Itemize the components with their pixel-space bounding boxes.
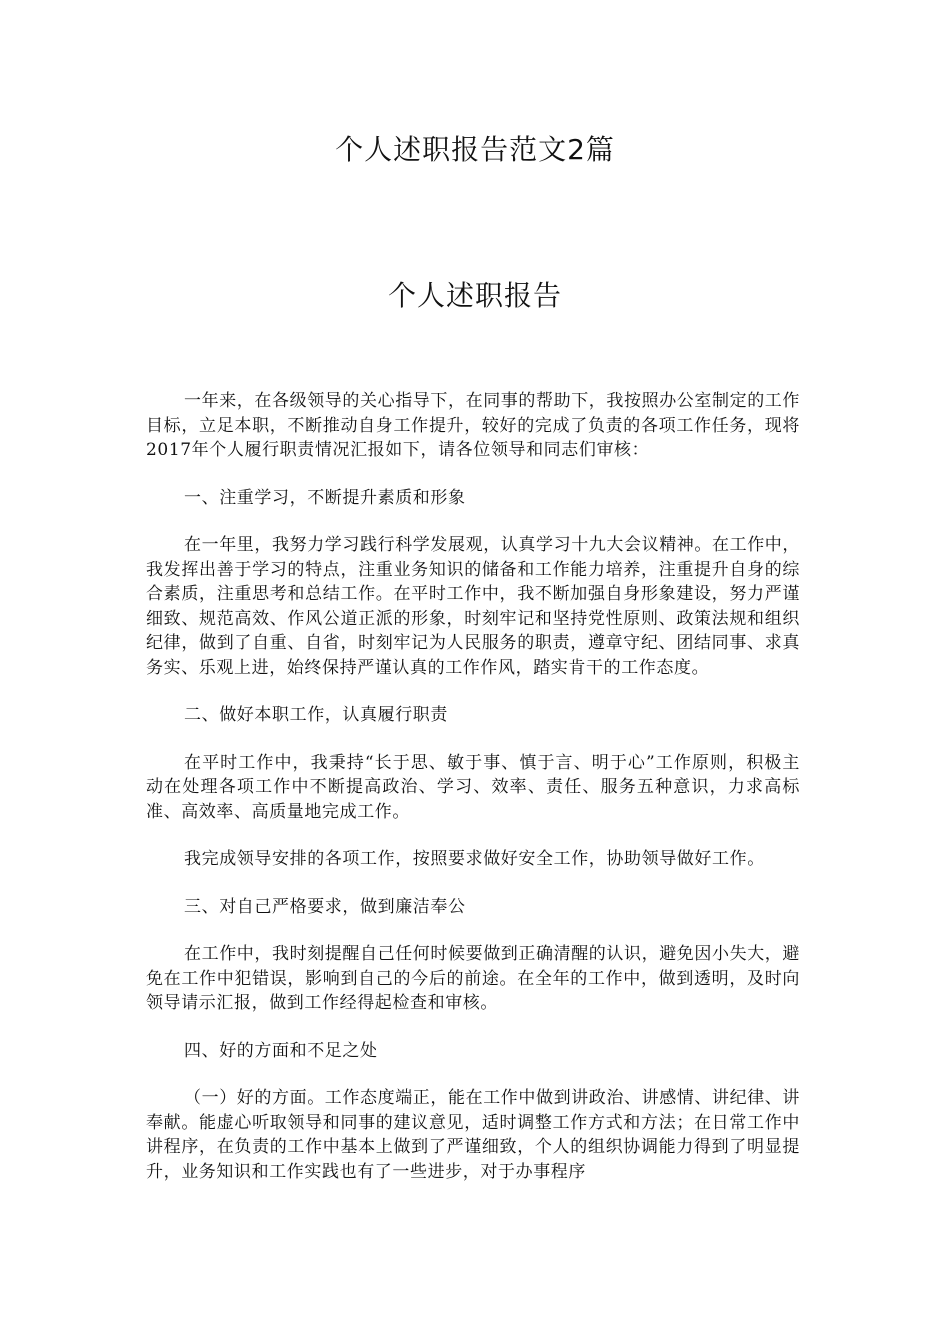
report-title: 个人述职报告 (387, 279, 562, 312)
section-1-paragraph: 在一年里，我努力学习践行科学发展观，认真学习十九大会议精神。在工作中，我发挥出善于学习的特点，注重业务知识的储备和工作能力培养，注重提升自身的综合素质，注重思考和总结工作。在平时工作中，我不断加强自身形象建设，努力严谨细致、规范高效、作风公道正派的形象，时刻牢记和坚持党性原则、政策法规和组织纪律，做到了自重、自省，时刻牢记为人民服务的职责，遵章守纪、团结同事、求真务实、乐观上进，始终保持严谨认真的工作作风，踏实肯干的工作态度。 (146, 535, 800, 678)
section-heading-2: 二、做好本职工作，认真履行职责 (184, 705, 448, 725)
section-3-paragraph: 在工作中，我时刻提醒自己任何时候要做到正确清醒的认识，避免因小失大，避免在工作中犯错误，影响到自己的今后的前途。在全年的工作中，做到透明，及时向领导请示汇报，做到工作经得起检查和审核。 (146, 944, 800, 1013)
section-heading-1: 一、注重学习，不断提升素质和形象 (184, 487, 466, 508)
document-body (146, 389, 800, 1207)
section-heading-3: 三、对自己严格要求，做到廉洁奉公 (184, 896, 466, 917)
section-heading-4: 四、好的方面和不足之处 (184, 1040, 378, 1061)
section-2-paragraph-1: 在平时工作中，我秉持“长于思、敏于事、慎于言、明于心”工作原则，积极主动在处理各项工作中不断提高政治、学习、效率、责任、服务五种意识，力求高标准、高效率、高质量地完成工作。 (146, 752, 800, 822)
intro-paragraph: 一年来，在各级领导的关心指导下，在同事的帮助下，我按照办公室制定的工作目标，立足本职，不断推动自身工作提升，较好的完成了负责的各项工作任务，现将2017年个人履行职责情况汇报如下，请各位领导和同志们审核： (146, 391, 800, 460)
section-2-paragraph-2: 我完成领导安排的各项工作，按照要求做好安全工作，协助领导做好工作。 (184, 849, 765, 869)
document-title: 个人述职报告范文2篇 (335, 133, 615, 166)
section-4-paragraph: （一）好的方面。工作态度端正，能在工作中做到讲政治、讲感情、讲纪律、讲奉献。能虚心听取领导和同事的建议意见，适时调整工作方式和方法；在日常工作中讲程序，在负责的工作中基本上做到了严谨细致，个人的组织协调能力得到了明显提升，业务知识和工作实践也有了一些进步，对于办事程序 (146, 1088, 800, 1182)
